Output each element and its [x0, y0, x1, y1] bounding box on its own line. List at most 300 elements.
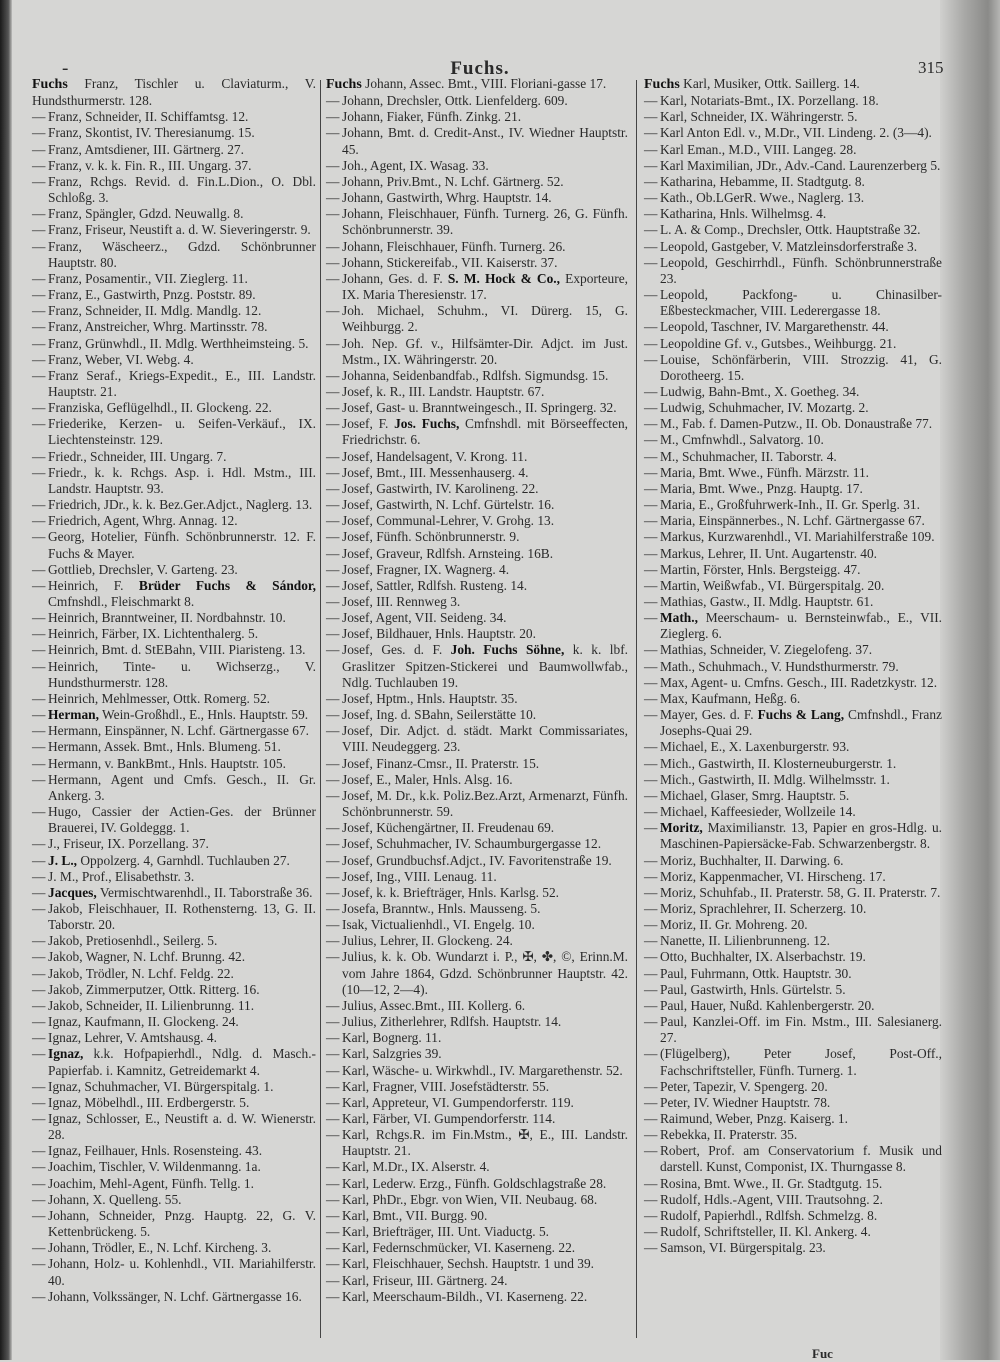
- entry-text: Heinrich, Mehlmesser, Ottk. Romerg. 52.: [48, 690, 270, 706]
- directory-entry: [644, 76, 942, 93]
- directory-column-3: [644, 76, 942, 1256]
- ditto-dash: —: [326, 1094, 340, 1110]
- ditto-dash: —: [32, 868, 46, 884]
- directory-entry: [644, 594, 942, 610]
- entry-text: Josef, k. k. Briefträger, Hnls. Karlsg. 52.: [342, 884, 560, 900]
- entry-text: Joachim, Mehl-Agent, Fünfh. Tellg. 1.: [48, 1175, 254, 1191]
- directory-entry: [644, 449, 942, 465]
- entry-text: Hermann, v. BankBmt., Hnls. Hauptstr. 105.: [48, 755, 286, 771]
- ditto-dash: —: [326, 545, 340, 561]
- entry-text: Josef, Graveur, Rdlfsh. Arnsteing. 16B.: [342, 545, 554, 561]
- ditto-dash: —: [644, 771, 658, 787]
- ditto-dash: —: [32, 1030, 46, 1046]
- directory-entry: [644, 384, 942, 400]
- ditto-dash: —: [326, 416, 340, 432]
- ditto-dash: —: [644, 949, 658, 965]
- ditto-dash: —: [644, 997, 658, 1013]
- entry-text: Moriz, Schuhfab., II. Praterstr. 58, G. II. Praterstr. 7.: [660, 884, 941, 900]
- ditto-dash: —: [644, 1175, 658, 1191]
- directory-entry: [644, 1192, 942, 1208]
- entry-text: Heinrich, Tinte- u. Wichserzg., V. Hundsthurmerstr. 128.: [48, 658, 316, 690]
- entry-text: Joh. Michael, Schuhm., VI. Dürerg. 15, G. Weihburgg. 2.: [342, 303, 628, 335]
- directory-entry: [326, 416, 628, 448]
- entry-text: Julius, k. k. Ob. Wundarzt i. P., ✠, ✤, ©, Erinn.M. vom Jahre 1864, Gdzd. Schönbrunner Hauptstr. 42. (10—12, 2—4).: [342, 949, 628, 997]
- entry-firm-name: Brüder Fuchs & Sándor,: [138, 577, 316, 593]
- entry-text-cont: Oppolzerg. 4, Garnhdl. Tuchlauben 27.: [77, 852, 290, 868]
- ditto-dash: —: [32, 125, 46, 141]
- entry-text: Paul, Kanzlei-Off. im Fin. Mstm., III. Salesianerg. 27.: [660, 1014, 942, 1046]
- ditto-dash: —: [32, 690, 46, 706]
- directory-entry: [644, 287, 942, 319]
- ditto-dash: —: [644, 1207, 658, 1223]
- directory-entry: [32, 869, 316, 885]
- ditto-dash: —: [32, 997, 46, 1013]
- ditto-dash: —: [326, 610, 340, 626]
- entry-firm-name: Herman,: [48, 707, 99, 723]
- entry-text: Johann, Trödler, E., N. Lchf. Kircheng. 3.: [48, 1240, 272, 1256]
- entry-text: Ignaz, Lehrer, V. Amtshausg. 4.: [48, 1030, 217, 1046]
- entry-text: Josefa, Branntw., Hnls. Mausseng. 5.: [342, 900, 541, 916]
- entry-text: Joh. Nep. Gf. v., Hilfsämter-Dir. Adjct. im Just. Mstm., IX. Währingerstr. 20.: [342, 335, 628, 367]
- entry-text: Johann, Fleischhauer, Fünfh. Turnerg. 26.: [342, 238, 566, 254]
- entry-text: Josef, Sattler, Rdlfsh. Rusteng. 14.: [342, 577, 528, 593]
- entry-text: Franz, Friseur, Neustift a. d. W. Sieveringerstr. 9.: [48, 222, 311, 238]
- ditto-dash: —: [32, 222, 46, 238]
- directory-entry: [326, 190, 628, 206]
- directory-entry: [326, 449, 628, 465]
- entry-text: Josef, Grundbuchsf.Adjct., IV. Favoritenstraße 19.: [342, 852, 612, 868]
- directory-entry: [326, 1159, 628, 1175]
- ditto-dash: —: [326, 1207, 340, 1223]
- directory-entry: [32, 206, 316, 222]
- directory-entry: [644, 982, 942, 998]
- directory-entry: [644, 610, 942, 642]
- ditto-dash: —: [644, 335, 658, 351]
- directory-entry: [326, 610, 628, 626]
- entry-text: Rosina, Bmt. Wwe., II. Gr. Stadtgutg. 15.: [660, 1175, 883, 1191]
- ditto-dash: —: [326, 949, 340, 965]
- ditto-dash: —: [32, 804, 46, 820]
- entry-text: Moriz, Sprachlehrer, II. Scherzerg. 10.: [660, 900, 867, 916]
- entry-text: Rudolf, Papierhdl., Rdlfsh. Schmelzg. 8.: [660, 1207, 878, 1223]
- ditto-dash: —: [644, 594, 658, 609]
- ditto-dash: —: [644, 383, 658, 399]
- entry-text: Kath., Ob.LGerR. Wwe., Naglerg. 13.: [660, 190, 865, 206]
- directory-entry: [644, 820, 942, 852]
- scan-right-edge: [940, 0, 1000, 1360]
- directory-entry: [32, 562, 316, 578]
- entry-text: Johann, Bmt. d. Credit-Anst., IV. Wiedner Hauptstr. 45.: [342, 125, 628, 157]
- directory-entry: [326, 497, 628, 513]
- entry-text: Friedrich, Agent, Whrg. Annag. 12.: [48, 513, 238, 529]
- directory-entry: [326, 836, 628, 852]
- entry-text: Franz, Skontist, IV. Theresianumg. 15.: [48, 125, 255, 141]
- directory-entry: [326, 529, 628, 545]
- entry-text: Josef, Agent, VII. Seideng. 34.: [342, 610, 507, 626]
- entry-text: L. A. & Comp., Drechsler, Ottk. Hauptstraße 32.: [660, 222, 921, 238]
- entry-firm-name: Fuchs & Lang,: [757, 707, 845, 723]
- entry-text: Josef, Ges. d. F.: [342, 642, 451, 658]
- entry-text-cont: k. k. lbf. Graslitzer Spitzen-Stickerei und Baumwollwfab., Ndlg. Tuchlauben 19.: [342, 642, 628, 690]
- column-divider: [636, 80, 637, 1338]
- entry-text: Moriz, Buchhalter, II. Darwing. 6.: [660, 852, 844, 868]
- ditto-dash: —: [644, 610, 658, 626]
- directory-entry: [326, 1256, 628, 1272]
- entry-text: Ludwig, Bahn-Bmt., X. Goetheg. 34.: [660, 383, 860, 399]
- entry-text: Julius, Assec.Bmt., III. Kollerg. 6.: [342, 997, 526, 1013]
- ditto-dash: —: [32, 626, 46, 642]
- entry-text-cont: Wein-Großhdl., E., Hnls. Hauptstr. 59.: [98, 707, 309, 723]
- ditto-dash: —: [644, 690, 658, 706]
- entry-text: Ignaz, Schlosser, E., Neustift a. d. W. Wienerstr. 28.: [48, 1111, 316, 1143]
- ditto-dash: —: [326, 206, 340, 222]
- directory-entry: [644, 885, 942, 901]
- directory-entry: [644, 546, 942, 562]
- directory-entry: [32, 1030, 316, 1046]
- entry-text: Josef, Fünfh. Schönbrunnerstr. 9.: [342, 529, 520, 545]
- ditto-dash: —: [32, 933, 46, 949]
- entry-text: Martin, Weißwfab., VI. Bürgerspitalg. 20.: [660, 577, 885, 593]
- entry-text: Franz, Schneider, II. Schiffamtsg. 12.: [48, 109, 249, 125]
- entry-text: Johann, Holz- u. Kohlenhdl., VII. Mariahilferstr. 40.: [48, 1256, 316, 1288]
- directory-entry: [644, 529, 942, 545]
- directory-entry: [32, 1046, 316, 1078]
- ditto-dash: —: [644, 109, 658, 125]
- directory-entry: [326, 691, 628, 707]
- column-divider: [320, 80, 321, 1338]
- ditto-dash: —: [326, 383, 340, 399]
- directory-entry: [644, 465, 942, 481]
- ditto-dash: —: [326, 723, 340, 739]
- entry-text: Karl, Briefträger, III. Unt. Viaductg. 5.: [342, 1224, 550, 1240]
- directory-entry: [644, 222, 942, 238]
- ditto-dash: —: [32, 1207, 46, 1223]
- entry-text: Hermann, Agent und Cmfs. Gesch., II. Gr. Ankerg. 3.: [48, 771, 316, 803]
- directory-entry: [32, 239, 316, 271]
- ditto-dash: —: [326, 1272, 340, 1288]
- ditto-dash: —: [644, 900, 658, 916]
- directory-entry: [32, 853, 316, 869]
- entry-text: Markus, Lehrer, II. Unt. Augartenstr. 40.: [660, 545, 878, 561]
- ditto-dash: —: [326, 900, 340, 916]
- ditto-dash: —: [326, 1030, 340, 1046]
- directory-entry: [32, 76, 316, 109]
- entry-text: Karl, Bmt., VII. Burgg. 90.: [342, 1207, 488, 1223]
- entry-text: Josef, Schuhmacher, IV. Schaumburgergasse 12.: [342, 836, 602, 852]
- ditto-dash: —: [326, 367, 340, 383]
- entry-firm-name: J. L.,: [48, 852, 78, 868]
- ditto-dash: —: [644, 1078, 658, 1094]
- directory-entry: [326, 1046, 628, 1062]
- directory-entry: [32, 1176, 316, 1192]
- ditto-dash: —: [644, 1240, 658, 1256]
- ditto-dash: —: [644, 1094, 658, 1110]
- directory-entry: [326, 723, 628, 755]
- ditto-dash: —: [644, 125, 658, 141]
- directory-entry: [644, 901, 942, 917]
- directory-entry: [644, 239, 942, 255]
- directory-entry: [644, 1014, 942, 1046]
- entry-text: Franz, Weber, VI. Webg. 4.: [48, 351, 194, 367]
- directory-entry: [32, 174, 316, 206]
- ditto-dash: —: [326, 125, 340, 141]
- entry-text: Nanette, II. Lilienbrunneng. 12.: [660, 933, 830, 949]
- directory-entry: [326, 1014, 628, 1030]
- ditto-dash: —: [32, 400, 46, 416]
- entry-text: Louise, Schönfärberin, VIII. Strozzig. 41, G. Dorotheerg. 15.: [660, 351, 942, 383]
- directory-entry: [644, 1046, 942, 1078]
- entry-text: M., Cmfnwhdl., Salvatorg. 10.: [660, 432, 824, 448]
- entry-text: Jakob, Zimmerputzer, Ottk. Ritterg. 16.: [48, 981, 260, 997]
- directory-entry: [326, 400, 628, 416]
- directory-entry: [644, 1224, 942, 1240]
- ditto-dash: —: [644, 351, 658, 367]
- ditto-dash: —: [326, 270, 340, 286]
- directory-entry: [326, 626, 628, 642]
- entry-text: Katharina, Hnls. Wilhelmsg. 4.: [660, 206, 827, 222]
- ditto-dash: —: [32, 1288, 46, 1304]
- directory-entry: [326, 772, 628, 788]
- entry-text: Josef, F.: [342, 416, 395, 432]
- entry-firm-name: Math.,: [660, 610, 698, 626]
- header-dash: -: [62, 58, 69, 79]
- entry-text: Isak, Victualienhdl., VI. Engelg. 10.: [342, 917, 535, 933]
- ditto-dash: —: [644, 674, 658, 690]
- ditto-dash: —: [326, 400, 340, 416]
- ditto-dash: —: [32, 836, 46, 852]
- directory-entry: [32, 1159, 316, 1175]
- directory-entry: [644, 109, 942, 125]
- entry-text: Mich., Gastwirth, II. Klosterneuburgerstr. 1.: [660, 755, 897, 771]
- entry-text: Josef, Communal-Lehrer, V. Grohg. 13.: [342, 513, 555, 529]
- ditto-dash: —: [32, 238, 46, 254]
- directory-entry: [326, 303, 628, 335]
- entry-text: M., Schuhmacher, II. Taborstr. 4.: [660, 448, 837, 464]
- entry-text: Franz, Rchgs. Revid. d. Fin.L.Dion., O. Dbl. Schloßg. 3.: [48, 173, 316, 206]
- ditto-dash: —: [644, 416, 658, 432]
- directory-entry: [644, 933, 942, 949]
- ditto-dash: —: [32, 755, 46, 771]
- directory-entry: [644, 93, 942, 109]
- directory-entry: [644, 1176, 942, 1192]
- entry-text: Hermann, Assek. Bmt., Hnls. Blumeng. 51.: [48, 739, 281, 755]
- entry-text: Karl, Appreteur, VI. Gumpendorferstr. 119.: [342, 1094, 574, 1110]
- ditto-dash: —: [326, 448, 340, 464]
- entry-text: Josef, Dir. Adjct. d. städt. Markt Commissariates, VIII. Neudeggerg. 23.: [342, 723, 628, 755]
- entry-text: Karl, Wäsche- u. Wirkwhdl., IV. Margarethenstr. 52.: [342, 1062, 623, 1078]
- entry-text: Karl, Lederw. Erzg., Fünfh. Goldschlagstraße 28.: [342, 1175, 607, 1191]
- directory-entry: [644, 998, 942, 1014]
- entry-text: Maria, Einspännerbes., N. Lchf. Gärtnergasse 67.: [660, 513, 925, 529]
- ditto-dash: —: [326, 157, 340, 173]
- entry-text: Mayer, Ges. d. F.: [660, 707, 758, 723]
- entry-headword: Fuchs: [326, 77, 362, 92]
- entry-text: M., Fab. f. Damen-Putzw., II. Ob. Donaustraße 77.: [660, 416, 933, 432]
- ditto-dash: —: [326, 933, 340, 949]
- ditto-dash: —: [644, 141, 658, 157]
- entry-text: Franz, Posamentir., VII. Zieglerg. 11.: [48, 270, 248, 286]
- ditto-dash: —: [32, 335, 46, 351]
- directory-entry: [644, 336, 942, 352]
- ditto-dash: —: [32, 173, 46, 189]
- ditto-dash: —: [644, 868, 658, 884]
- entry-text: Josef, Bmt., III. Messenhauserg. 4.: [342, 464, 529, 480]
- ditto-dash: —: [32, 1191, 46, 1207]
- directory-entry: [644, 255, 942, 287]
- ditto-dash: —: [326, 771, 340, 787]
- ditto-dash: —: [32, 884, 46, 900]
- page-title: Fuchs.: [450, 58, 510, 79]
- entry-text: Franz, Wäscheerz., Gdzd. Schönbrunner Hauptstr. 80.: [48, 238, 316, 270]
- entry-text: Julius, Zitherlehrer, Rdlfsh. Hauptstr. 14.: [342, 1014, 562, 1030]
- directory-entry: [326, 1192, 628, 1208]
- directory-entry: [326, 1095, 628, 1111]
- ditto-dash: —: [32, 513, 46, 529]
- directory-entry: [32, 933, 316, 949]
- entry-text: Josef, Bildhauer, Hnls. Hauptstr. 20.: [342, 626, 536, 642]
- directory-entry: [644, 772, 942, 788]
- ditto-dash: —: [326, 690, 340, 706]
- entry-text: Raimund, Weber, Pnzg. Kaiserg. 1.: [660, 1111, 848, 1126]
- entry-text: Johann, Assec. Bmt., VIII. Floriani-gasse 17.: [361, 76, 607, 91]
- entry-text: Josef, M. Dr., k.k. Poliz.Bez.Arzt, Armenarzt, Fünfh. Schönbrunnerstr. 59.: [342, 787, 628, 820]
- entry-text: Peter, Tapezir, V. Spengerg. 20.: [660, 1078, 828, 1094]
- directory-entry: [32, 416, 316, 448]
- entry-text: Josef, Gastwirth, IV. Karolineng. 22.: [342, 480, 539, 496]
- ditto-dash: —: [326, 787, 340, 803]
- directory-entry: [326, 869, 628, 885]
- entry-text: Franz, Tischler u. Claviaturm., V. Hundsthurmerstr. 128.: [32, 76, 316, 109]
- directory-entry: [326, 1273, 628, 1289]
- directory-entry: [326, 885, 628, 901]
- ditto-dash: —: [326, 303, 340, 319]
- ditto-dash: —: [644, 917, 658, 933]
- entry-text: Johann, Fleischhauer, Fünfh. Turnerg. 26, G. Fünfh. Schönbrunnerstr. 39.: [342, 206, 628, 238]
- ditto-dash: —: [644, 820, 658, 836]
- entry-text: Rebekka, II. Praterstr. 35.: [660, 1127, 798, 1143]
- directory-entry: [644, 691, 942, 707]
- entry-text: Moriz, II. Gr. Mohreng. 20.: [660, 917, 808, 933]
- entry-text: Josef, Hptm., Hnls. Hauptstr. 35.: [342, 690, 518, 706]
- entry-text: Heinrich, Branntweiner, II. Nordbahnstr. 10.: [48, 610, 286, 626]
- directory-entry: [644, 1079, 942, 1095]
- entry-text: Karl Eman., M.D., VIII. Langeg. 28.: [660, 141, 857, 157]
- ditto-dash: —: [644, 93, 658, 109]
- directory-entry: [32, 336, 316, 352]
- ditto-dash: —: [644, 238, 658, 254]
- ditto-dash: —: [644, 497, 658, 513]
- directory-entry: [32, 1256, 316, 1288]
- entry-text: Johann, Priv.Bmt., N. Lchf. Gärtnerg. 52.: [342, 173, 564, 189]
- ditto-dash: —: [326, 238, 340, 254]
- directory-entry: [326, 901, 628, 917]
- entry-text: Franz, Anstreicher, Whrg. Martinsstr. 78.: [48, 319, 268, 335]
- directory-entry: [644, 642, 942, 658]
- ditto-dash: —: [326, 1288, 340, 1304]
- directory-entry: [644, 416, 942, 432]
- directory-entry: [644, 1127, 942, 1143]
- directory-entry: [326, 1111, 628, 1127]
- ditto-dash: —: [326, 480, 340, 496]
- entry-text-cont: Exporteure, IX. Maria Theresienstr. 17.: [342, 270, 628, 303]
- ditto-dash: —: [32, 1094, 46, 1110]
- entry-text: Franz, E., Gastwirth, Pnzg. Poststr. 89.: [48, 287, 256, 303]
- entry-text: Karl, Fleischhauer, Sechsh. Hauptstr. 1 und 39.: [342, 1256, 594, 1272]
- entry-text: Leopold, Gastgeber, V. Matzleinsdorferstraße 3.: [660, 238, 918, 254]
- ditto-dash: —: [32, 1240, 46, 1256]
- entry-text: Rudolf, Schriftsteller, II. Kl. Ankerg. 4.: [660, 1224, 871, 1240]
- ditto-dash: —: [32, 561, 46, 577]
- entry-text: Josef, Ing. d. SBahn, Seilerstätte 10.: [342, 707, 537, 723]
- ditto-dash: —: [644, 206, 658, 222]
- entry-text: Michael, Glaser, Smrg. Hauptstr. 5.: [660, 787, 850, 803]
- ditto-dash: —: [32, 109, 46, 125]
- entry-text: Karl Anton Edl. v., M.Dr., VII. Lindeng. 2. (3—4).: [660, 125, 932, 141]
- entry-text: Karl, Salzgries 39.: [342, 1046, 442, 1062]
- ditto-dash: —: [326, 1046, 340, 1062]
- ditto-dash: —: [326, 1224, 340, 1240]
- directory-entry: [326, 368, 628, 384]
- entry-text: Jakob, Schneider, II. Lilienbrunng. 11.: [48, 997, 255, 1013]
- ditto-dash: —: [644, 319, 658, 335]
- ditto-dash: —: [326, 561, 340, 577]
- entry-text: Hermann, Einspänner, N. Lchf. Gärtnergasse 67.: [48, 723, 309, 739]
- directory-entry: [326, 125, 628, 157]
- entry-text: Josef, Gast- u. Branntweingesch., II. Springerg. 32.: [342, 400, 617, 416]
- directory-entry: [32, 222, 316, 238]
- directory-entry: [32, 723, 316, 739]
- entry-text: Franz Seraf., Kriegs-Expedit., E., III. Landstr. Hauptstr. 21.: [48, 367, 316, 399]
- directory-entry: [644, 206, 942, 222]
- ditto-dash: —: [644, 739, 658, 755]
- directory-entry: [644, 966, 942, 982]
- directory-entry: [32, 529, 316, 561]
- ditto-dash: —: [326, 1062, 340, 1078]
- entry-text: Ludwig, Schuhmacher, IV. Mozartg. 2.: [660, 400, 869, 416]
- entry-text-cont: Meerschaum- u. Bernsteinwfab., E., VII. Zieglerg. 6.: [660, 610, 942, 642]
- directory-entry: [644, 739, 942, 755]
- ditto-dash: —: [644, 965, 658, 981]
- entry-text: Robert, Prof. am Conservatorium f. Musik und darstell. Kunst, Componist, IX. Thurngasse 8.: [660, 1143, 942, 1175]
- directory-entry: [644, 432, 942, 448]
- directory-entry: [326, 562, 628, 578]
- ditto-dash: —: [326, 1175, 340, 1191]
- ditto-dash: —: [32, 141, 46, 157]
- entry-text: Josef, III. Rennweg 3.: [342, 594, 461, 609]
- entry-text-cont: Maximilianstr. 13, Papier en gros-Hdlg. u. Maschinen-Papiersäcke-Fab. Schwarzenbergstr. 8.: [660, 820, 942, 852]
- ditto-dash: —: [32, 206, 46, 222]
- ditto-dash: —: [644, 287, 658, 303]
- entry-text: Martin, Förster, Hnls. Bergsteigg. 47.: [660, 561, 861, 577]
- directory-entry: [326, 642, 628, 690]
- directory-entry: [326, 1063, 628, 1079]
- entry-text: Josef, Finanz-Cmsr., II. Praterstr. 15.: [342, 755, 540, 771]
- directory-entry: [32, 1095, 316, 1111]
- ditto-dash: —: [644, 464, 658, 480]
- ditto-dash: —: [32, 965, 46, 981]
- directory-entry: [32, 756, 316, 772]
- ditto-dash: —: [32, 707, 46, 723]
- directory-entry: [644, 125, 942, 141]
- ditto-dash: —: [326, 529, 340, 545]
- entry-text: Paul, Fuhrmann, Ottk. Hauptstr. 30.: [660, 965, 852, 981]
- ditto-dash: —: [32, 642, 46, 658]
- entry-text: Johann, Fiaker, Fünfh. Zinkg. 21.: [342, 109, 522, 125]
- directory-entry: [326, 707, 628, 723]
- directory-entry: [32, 691, 316, 707]
- directory-entry: [326, 255, 628, 271]
- directory-entry: [32, 513, 316, 529]
